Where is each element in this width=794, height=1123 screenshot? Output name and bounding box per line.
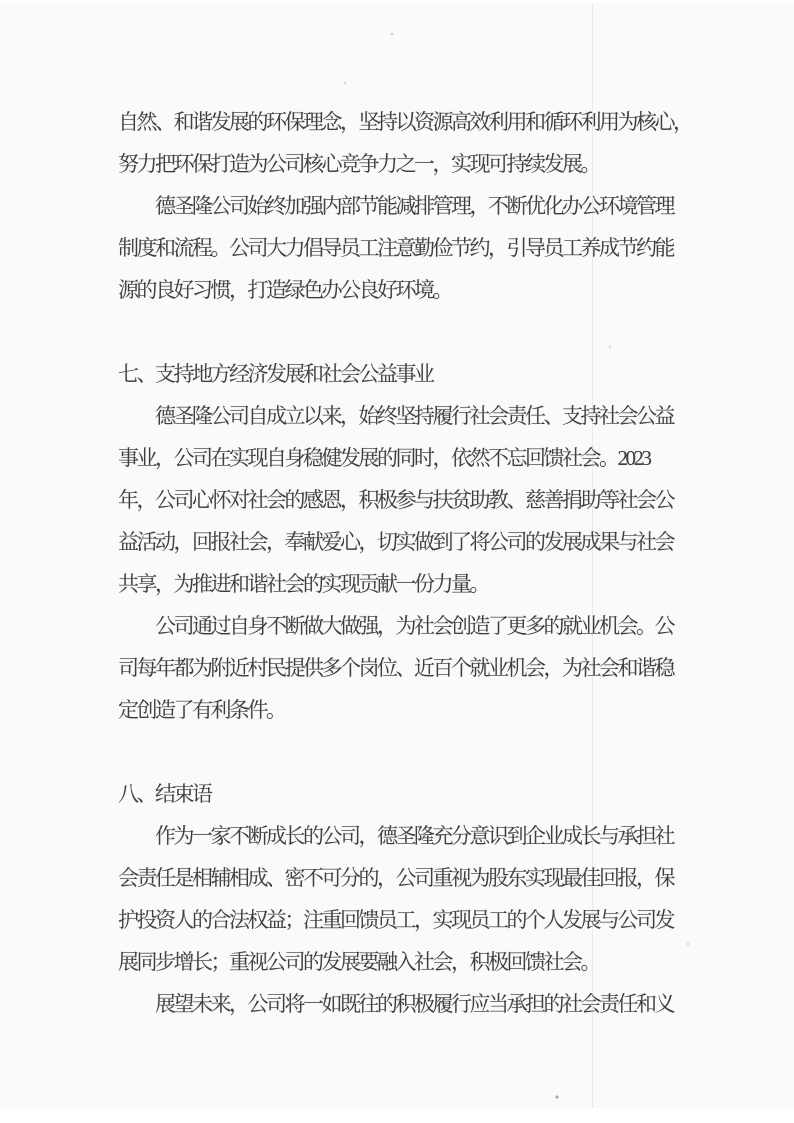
text-line: 努力把环保打造为公司核心竞争力之一，实现可持续发展。	[118, 152, 599, 176]
text-line: 制度和流程。公司大力倡导员工注意勤俭节约，引导员工养成节约能	[118, 236, 673, 260]
text-line: 共享，为推进和谐社会的实现贡献一份力量。	[118, 572, 488, 596]
text-line: 益活动，回报社会，奉献爱心，切实做到了将公司的发展成果与社会	[118, 530, 673, 554]
paragraph	[118, 395, 728, 605]
page-content	[118, 101, 728, 1025]
text-line: 护投资人的合法权益；注重回馈员工，实现员工的个人发展与公司发	[118, 908, 673, 932]
text-line: 展同步增长；重视公司的发展要融入社会，积极回馈社会。	[118, 950, 599, 974]
text-line: 自然、和谐发展的环保理念，坚持以资源高效利用和循环利用为核心，	[118, 110, 692, 134]
paragraph	[118, 185, 728, 311]
text-line: 定创造了有利条件。	[118, 698, 285, 722]
text-line: 源的良好习惯，打造绿色办公良好环境。	[118, 278, 451, 302]
text-line: 会责任是相辅相成、密不可分的，公司重视为股东实现最佳回报，保	[118, 866, 673, 890]
paragraph	[118, 815, 728, 983]
text-line: 德圣隆公司自成立以来，始终坚持履行社会责任、支持社会公益	[155, 404, 673, 428]
text-line: 年，公司心怀对社会的感恩，积极参与扶贫助教、慈善捐助等社会公	[118, 488, 673, 512]
document-page	[0, 3, 794, 1108]
text-line: 事业，公司在实现自身稳健发展的同时，依然不忘回馈社会。2023	[118, 446, 650, 470]
text-line: 展望未来，公司将一如既往的积极履行应当承担的社会责任和义	[155, 992, 673, 1016]
paragraph	[118, 605, 728, 731]
paragraph	[118, 101, 728, 185]
text-line: 公司通过自身不断做大做强，为社会创造了更多的就业机会。公	[155, 614, 673, 638]
section-heading: 七、支持地方经济发展和社会公益事业	[118, 362, 433, 386]
section-heading: 八、结束语	[118, 782, 211, 806]
paragraph	[118, 983, 728, 1025]
text-line: 司每年都为附近村民提供多个岗位、近百个就业机会，为社会和谐稳	[118, 656, 673, 680]
text-line: 作为一家不断成长的公司，德圣隆充分意识到企业成长与承担社	[155, 824, 673, 848]
text-line: 德圣隆公司始终加强内部节能减排管理，不断优化办公环境管理	[155, 194, 673, 218]
